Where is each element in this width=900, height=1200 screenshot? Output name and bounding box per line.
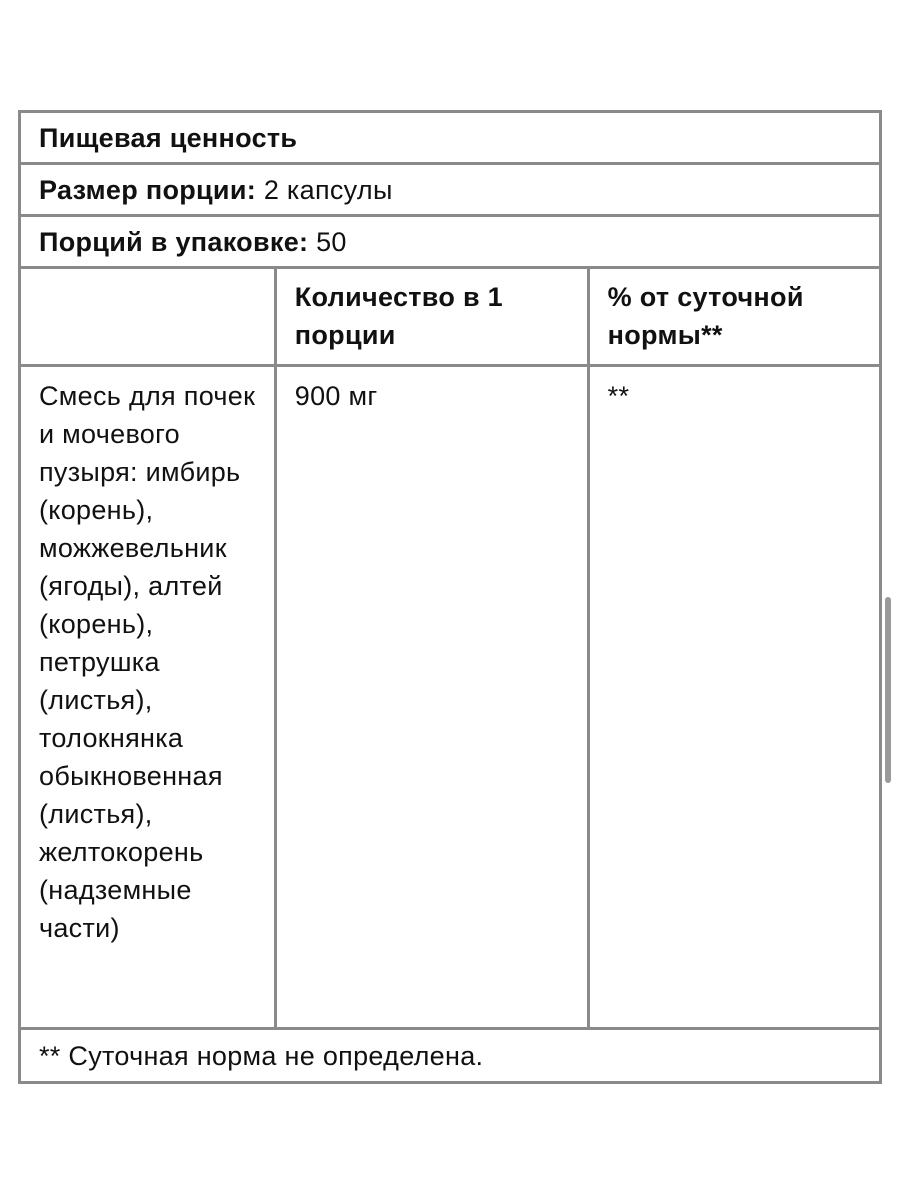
daily-value-column-header: % от суточной нормы** bbox=[588, 268, 880, 366]
column-header-row bbox=[20, 268, 881, 366]
nutrition-facts-table bbox=[18, 110, 882, 1084]
serving-size-label: Размер порции: bbox=[39, 174, 257, 205]
ingredient-name: Смесь для почек и мочевого пузыря: имбирь (корень), можжевельник (ягоды), алтей (корень), петрушка (листья), толокнянка обыкновенная (листья), желтокорень (надземные части) bbox=[20, 366, 276, 1029]
facts-title: Пищевая ценность bbox=[20, 112, 881, 164]
empty-header-cell bbox=[20, 268, 276, 366]
footnote-row bbox=[20, 1029, 881, 1083]
vertical-scrollbar[interactable] bbox=[885, 597, 891, 783]
servings-per-container-value: 50 bbox=[308, 226, 347, 257]
serving-size-row bbox=[20, 164, 881, 216]
title-row bbox=[20, 112, 881, 164]
serving-size-cell bbox=[20, 164, 881, 216]
amount-column-header: Количество в 1 порции bbox=[275, 268, 588, 366]
ingredient-daily-value: ** bbox=[588, 366, 880, 1029]
servings-per-container-label: Порций в упаковке: bbox=[39, 226, 309, 257]
ingredient-amount: 900 мг bbox=[275, 366, 588, 1029]
servings-per-container-cell bbox=[20, 216, 881, 268]
servings-per-container-row bbox=[20, 216, 881, 268]
footnote: ** Суточная норма не определена. bbox=[20, 1029, 881, 1083]
ingredient-row bbox=[20, 366, 881, 1029]
serving-size-value: 2 капсулы bbox=[256, 174, 393, 205]
